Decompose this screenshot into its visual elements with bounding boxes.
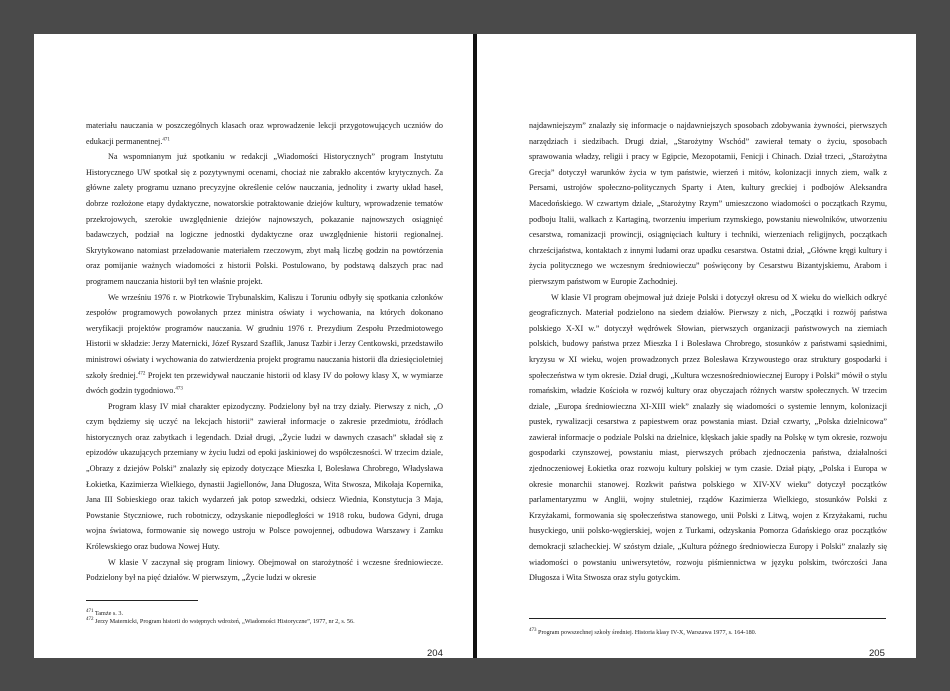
paragraph [529,290,887,586]
paragraph-text: We wrześniu 1976 r. w Piotrkowie Trybunalskim, Kaliszu i Toruniu odbyły się spotkania członków zespołów programowych powołanych przez ministra oświaty i wychowania, na których dokonano weryfikacji projektów programów nauczania. W grudniu 1976 r. Prezydium Zespołu Przedmiotowego Historii w składzie: Jerzy Maternicki, Józef Ryszard Szaflik, Janusz Tazbir i Jerzy Centkowski, przedstawiło ministrowi oświaty i wychowania do zatwierdzenia projekt programu nauczania historii dla dziesięcioletniej szkoły średniej. [86,292,443,380]
page-number: 204 [427,648,443,659]
paragraph [86,555,443,586]
footnote-text: Tamże s. 3. [93,610,124,617]
footnote-number: 471 [86,608,94,614]
paragraph-text: najdawniejszym” znalazły się informacje o najdawniejszych sposobach zdobywania żywności, pierwszych narzędziach i siedzibach. Drugi dział, „Starożytny Wschód” zawierał tematy o życiu, sposobach sprawowania władzy, religii i pracy w Egipcie, Mezopotamii, Fenicji i Chinach. Dział trzeci, „Starożytna Grecja” dotyczył warunków życia w tym państwie, wierzeń i mitów, kolonizacji innych ziem, walk z Persami, ustrojów społeczno-politycznych Sparty i Aten, kultury greckiej i podbojów Aleksandra Macedońskiego. W czwartym dziale, „Starożytny Rzym” umieszczono wiadomości o początkach Rzymu, podboju Italii, walkach z Kartaginą, tworzeniu imperium rzymskiego, powstaniu niewolników, utworzeniu cesarstwa, romanizacji prowincji, osiągnięciach kultury i techniki, wierzeniach religijnych, początkach chrześcijaństwa, kontaktach z innymi ludami oraz upadku cesarstwa. Ostatni dział, „Główne kręgi kultury i życia politycznego we wczesnym średniowieczu” poświęcony by Cesarstwu Bizantyjskiemu, Arabom i pierwszym państwom w Europie Zachodniej. [529,121,887,286]
footnote-number: 472 [86,617,94,623]
footnote-divider [86,600,198,601]
paragraph-text: Na wspomnianym już spotkaniu w redakcji „Wiadomości Historycznych” program Instytutu Historycznego UW spotkał się z pozytywnymi ocenami, chociaż nie zabrakło akcentów krytycznych. Za główne zalety programu uznano precyzyjne określenie celów nauczania, jednolity i zwarty układ haseł, dobrze rozłożone etapy dydaktyczne, nowatorskie potraktowanie dziejów kultury, wprowadzenie tematów przekrojowych, szerokie uwzględnienie dziejów najnowszych, pokazanie najnowszych osiągnięć badawczych, podział na logiczne jednostki dydaktyczne oraz uwzględnienie historii regionalnej. Skrytykowano natomiast przeładowanie materiałem rzeczowym, zbyt małą liczbę godzin na powtórzenia oraz pomijanie ważnych wiadomości z historii Polski. Postulowano, by podstawą dalszych prac nad programem nauczania historii był ten właśnie projekt. [86,152,443,286]
footnote-number: 473 [529,627,537,633]
paragraph [86,118,443,149]
right-footnotes [529,629,889,637]
footnote-text: Jerzy Maternicki, Program historii do wstępnych wdrożeń, „Wiadomości Historyczne”, 1977, nr 2, s. 56. [93,618,355,626]
footnote [86,618,446,626]
right-page [477,34,916,658]
page-number: 205 [869,648,885,659]
footnote-reference: 471 [162,136,170,142]
paragraph [86,399,443,555]
left-body-text [86,118,443,586]
paragraph [86,149,443,289]
paragraph-text: W klasie VI program obejmował już dzieje Polski i dotyczył okresu od X wieku do wielkich odkryć geograficznych. Materiał podzielono na siedem działów. Pierwszy z nich, „Początki i rozwój państwa polskiego X-XI w.” dotyczył wędrówek Słowian, pierwszych organizacji państwowych na ziemiach polskich, budowy państwa przez Mieszka I i Bolesława Chrobrego, stosunków z państwami sąsiednimi, kryzysu w XI wieku, wojen prowadzonych przez Bolesława Krzywoustego oraz struktury gospodarki i społeczeństwa w tym okresie. Dział drugi, „Kultura wczesnośredniowiecznej Europy i Polski” mówił o stylu romańskim, władzie Kościoła w rozwój kultury oraz obyczajach różnych warstw społecznych. W trzecim dziale, „Europa średniowieczna XI-XIII wiek” znalazły się wiadomości o systemie lennym, kolonizacji pustek, rywalizacji cesarstwa z papiestwem oraz powstania miast. Dział czwarty, „Polska dzielnicowa” zawierał informacje o podziale Polski na dzielnice, klęskach jakie spadły na Polskę w tym okresie, rozwoju gospodarki czynszowej, powstaniu miast, pierwszych próbach zjednoczenia państwa, działalności zjednoczeniowej Łokietka oraz rozwoju kultury polskiej w tym czasie. Dział piąty, „Polska i Europa w okresie monarchii stanowej. Rozkwit państwa polskiego w XIV-XV wieku” dotyczył początków parlamentaryzmu w Anglii, wojny stuletniej, rządów Kazimierza Wielkiego, stosunków Polski z Krzyżakami, formowania się społeczeństwa stanowego, unii Polski z Litwą, wojen z Krzyżakami, ruchu husyckiego, unii polsko-węgierskiej, wojen z Turkami, odzyskania Pomorza Gdańskiego oraz początków demokracji szlacheckiej. W szóstym dziale, „Kultura późnego średniowiecza Europy i Polski” znalazły się wiadomości o powstaniu uniwersytetów, rozwoju piśmiennictwa w języku polskim, twórczości Jana Długosza i Wita Stwosza oraz stylu gotyckim. [529,292,887,583]
left-page [34,34,473,658]
right-body-text [529,118,887,586]
footnote-text: Program powszechnej szkoły średniej. Historia klasy IV-X, Warszawa 1977, s. 164-180. [536,629,757,636]
paragraph-text: W klasie V zaczynał się program liniowy. Obejmował on starożytność i wczesne średniowiecze. Podzielony był na pięć działów. W pierwszym, „Życie ludzi w okresie [86,557,443,583]
paragraph-text: Projekt ten przewidywał nauczanie historii od klasy IV do połowy klasy X, w wymiarze dwóch godzin tygodniowo. [86,370,443,396]
footnote-divider [529,618,886,619]
left-footnotes [86,610,446,626]
paragraph-text: materiału nauczania w poszczególnych klasach oraz wprowadzenie lekcji przygotowujących uczniów do edukacji permanentnej. [86,121,443,146]
footnote [86,610,446,618]
paragraph [86,290,443,399]
footnote-reference: 472 [137,370,146,376]
paragraph [529,118,887,290]
footnote [529,629,889,637]
footnote-reference: 473 [175,386,183,392]
paragraph-text: Program klasy IV miał charakter epizodyczny. Podzielony był na trzy działy. Pierwszy z nich, „O czym będziemy się uczyć na lekcjach historii” zawierał informacje o zakresie przedmiotu, źródłach historycznych oraz zabytkach i legendach. Dział drugi, „Życie ludzi w dawnych czasach” składał się z epizodów ukazujących przemiany w życiu ludzi od epoki jaskiniowej do współczesności. W trzecim dziale, „Obrazy z dziejów Polski” znalazły się epizody dotyczące Mieszka I, Bolesława Chrobrego, Władysława Łokietka, Kazimierza Wielkiego, dynastii Jagiellonów, Jana Długosza, Wita Stwosza, Mikołaja Kopernika, Jana III Sobieskiego oraz takich wydarzeń jak potop szwedzki, odsiecz Wiednia, Konstytucja 3 Maja, Powstanie Styczniowe, ruch robotniczy, odzyskanie niepodległości w 1918 roku, budowa Gdyni, druga wojna światowa, formowanie się nowego ustroju w Polsce powojennej, odbudowa Warszawy i Zamku Królewskiego oraz budowa Nowej Huty. [86,401,443,552]
